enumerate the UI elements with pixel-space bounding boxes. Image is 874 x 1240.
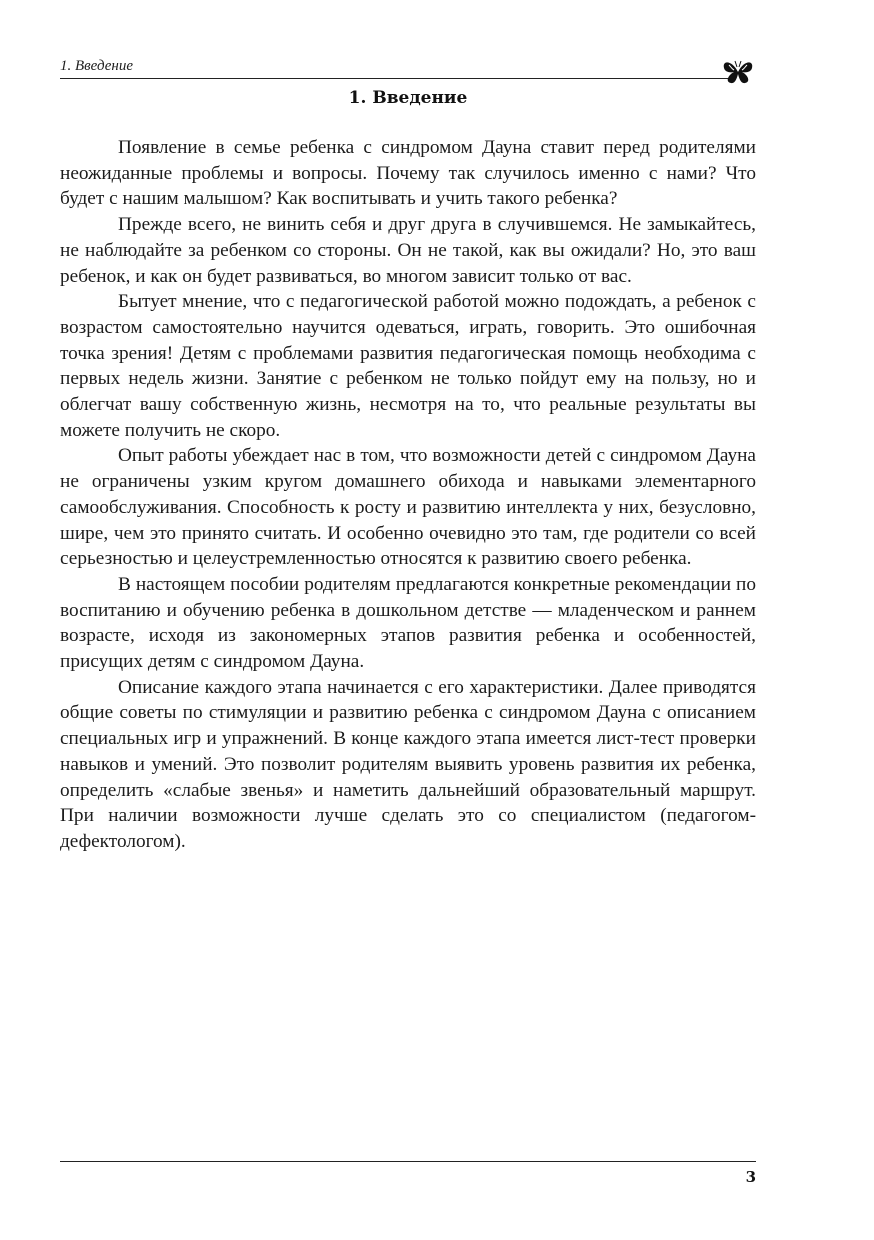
paragraph: В настоящем пособии родителям предлагаются конкретные рекомендации по воспитанию и обучению ребенка в дошкольном детстве — младенческом и раннем возрасте, исходя из закономерных этапов развития ребенка и особенностей, присущих детям с синдромом Дауна.: [60, 573, 756, 673]
butterfly-icon: [720, 58, 756, 86]
running-head: 1. Введение: [60, 58, 133, 74]
header-rule: [60, 78, 728, 79]
body-text: [60, 135, 756, 855]
chapter-title: 1. Введение: [348, 88, 468, 108]
paragraph: Опыт работы убеждает нас в том, что возможности детей с синдромом Дауна не ограничены узким кругом домашнего обихода и навыками элементарного самообслуживания. Способность к росту и развитию интеллекта у них, безусловно, шире, чем это принято считать. И особенно очевидно это там, где родители со всей серьезностью и целеустремленностью относятся к развитию своего ребенка.: [60, 445, 756, 570]
paragraph: Появление в семье ребенка с синдромом Дауна ставит перед родителями неожиданные проблемы и вопросы. Почему так случилось именно с нами? Что будет с нашим малышом? Как воспитывать и учить такого ребенка?: [60, 137, 756, 210]
footer-rule: [60, 1161, 756, 1162]
paragraph: Описание каждого этапа начинается с его характеристики. Далее приводятся общие советы по стимуляции и развитию ребенка с синдромом Дауна с описанием специальных игр и упражнений. В конце каждого этапа имеется лист-тест проверки навыков и умений. Это позволит родителям выявить уровень развития их ребенка, определить «слабые звенья» и наметить дальнейший образовательный маршрут. При наличии возможности лучше сделать это со специалистом (педагогом-дефектологом).: [60, 676, 756, 852]
paragraph: Бытует мнение, что с педагогической работой можно подождать, а ребенок с возрастом самостоятельно научится одеваться, играть, говорить. Это ошибочная точка зрения! Детям с проблемами развития педагогическая помощь необходима с первых недель жизни. Занятие с ребенком не только пойдут ему на пользу, но и облегчат вашу собственную жизнь, несмотря на то, что реальные результаты вы можете получить не скоро.: [60, 291, 756, 441]
page-number: 3: [745, 1168, 756, 1186]
paragraph: Прежде всего, не винить себя и друг друга в случившемся. Не замыкайтесь, не наблюдайте за ребенком со стороны. Он не такой, как вы ожидали? Но, это ваш ребенок, и как он будет развиваться, во многом зависит только от вас.: [60, 214, 756, 287]
